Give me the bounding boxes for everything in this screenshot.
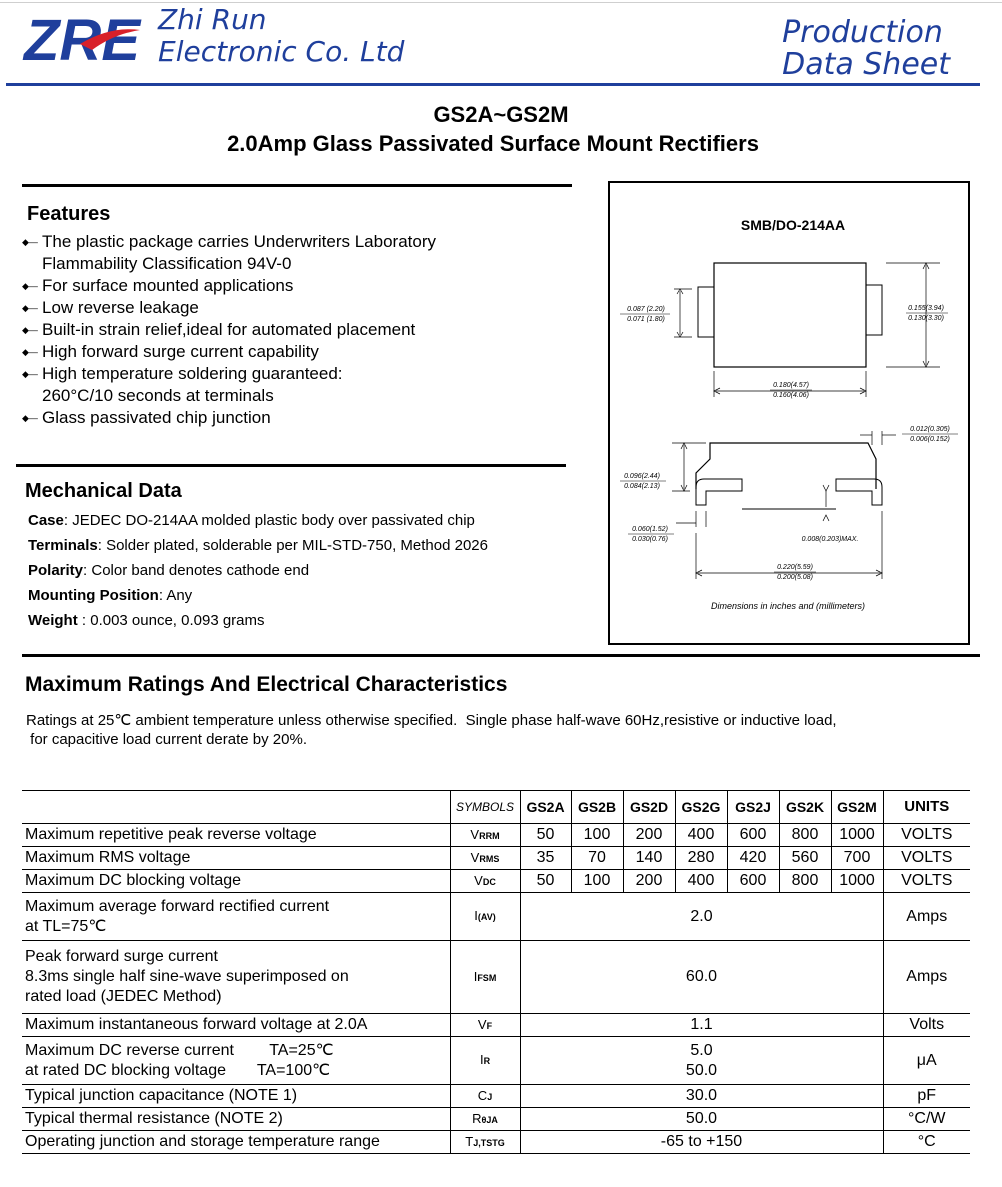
dim-d-min: 0.006(0.152) — [910, 436, 950, 443]
parameter-text: Typical thermal resistance (NOTE 2) — [25, 1110, 283, 1127]
header-rule — [6, 83, 980, 86]
table-row — [22, 893, 970, 941]
mechanical-row — [28, 508, 488, 533]
symbol-main: I — [473, 968, 478, 984]
value-cell: 560 — [779, 847, 831, 870]
mechanical-value: : 0.003 ounce, 0.093 grams — [77, 612, 265, 629]
bullet-arrow-icon: ◆— — [22, 347, 38, 357]
sheet-line1: Production — [782, 15, 943, 50]
mechanical-value: : Any — [158, 587, 193, 604]
header-part: GS2D — [623, 791, 675, 824]
mechanical-value: : Solder plated, solderable per MIL-STD-750, Method 2026 — [97, 537, 488, 554]
symbol-sub: FSM — [477, 972, 497, 983]
parameter-text: Maximum repetitive peak reverse voltage — [25, 826, 317, 843]
mechanical-value: : JEDEC DO-214AA molded plastic body over passivated chip — [63, 512, 475, 529]
parameter-cell — [22, 941, 450, 1014]
package-drawing — [610, 183, 968, 643]
dim-c-min: 0.160(4.06) — [773, 392, 809, 399]
header-part: GS2A — [520, 791, 571, 824]
symbol-main: V — [474, 872, 483, 888]
company-logo — [22, 6, 142, 68]
unit-cell: °C — [883, 1131, 970, 1154]
dimensions-note: Dimensions in inches and (millimeters) — [710, 601, 866, 611]
ratings-note — [26, 711, 837, 749]
value-cell: 420 — [727, 847, 779, 870]
part-title: GS2A~GS2M — [433, 102, 569, 127]
value-text: -65 to +150 — [660, 1133, 743, 1150]
symbol-sub: J,TSTG — [473, 1137, 505, 1148]
table-row — [22, 870, 970, 893]
feature-text: 260°C/10 seconds at terminals — [42, 386, 274, 405]
mechanical-row — [28, 558, 488, 583]
bullet-arrow-icon: ◆— — [22, 303, 38, 313]
parameter-text: Maximum RMS voltage — [25, 849, 191, 866]
company-line1: Zhi Run — [158, 3, 267, 36]
feature-item — [22, 319, 436, 341]
symbol-cell — [450, 847, 520, 870]
symbol-cell — [450, 824, 520, 847]
parameter-text: Maximum DC reverse current TA=25℃ — [25, 1041, 334, 1059]
value-cell: 280 — [675, 847, 727, 870]
value-cell: 50 — [520, 824, 571, 847]
parameter-text: at TL=75℃ — [25, 917, 107, 935]
parameter-cell — [22, 893, 450, 941]
unit-cell: Amps — [883, 941, 970, 1014]
symbol-main: V — [470, 826, 480, 842]
feature-text: For surface mounted applications — [42, 276, 294, 295]
unit-cell: VOLTS — [883, 824, 970, 847]
feature-item — [22, 275, 436, 297]
symbol-main: T — [465, 1133, 474, 1149]
header-part: GS2J — [727, 791, 779, 824]
symbol-sub: θJA — [481, 1114, 498, 1125]
value-cell: 400 — [675, 824, 727, 847]
dim-b-min: 0.130(3.30) — [908, 315, 944, 322]
package-drawing-box — [608, 181, 970, 645]
bullet-arrow-icon: ◆— — [22, 325, 38, 335]
features-list — [22, 231, 436, 429]
table-row — [22, 1014, 970, 1037]
symbol-sub: F — [486, 1020, 493, 1031]
dim-e-min: 0.084(2.13) — [624, 483, 660, 490]
value-cell: 600 — [727, 870, 779, 893]
parameter-text: Maximum instantaneous forward voltage at 2.0A — [25, 1016, 368, 1033]
dim-h-min: 0.200(5.08) — [777, 574, 813, 581]
symbol-cell — [450, 870, 520, 893]
symbol-sub: DC — [482, 876, 496, 887]
value-text: 50.0 — [685, 1110, 718, 1127]
parameter-cell — [22, 1085, 450, 1108]
logo-text: ZRE — [24, 8, 140, 68]
value-span-cell — [520, 1085, 883, 1108]
table-row — [22, 1085, 970, 1108]
mechanical-heading: Mechanical Data — [25, 480, 182, 502]
mechanical-row — [28, 583, 488, 608]
header-part: GS2B — [571, 791, 623, 824]
unit-cell: Amps — [883, 893, 970, 941]
table-row — [22, 941, 970, 1014]
mechanical-label: Mounting Position — [28, 587, 159, 604]
mechanical-label: Polarity — [28, 562, 84, 579]
value-cell: 100 — [571, 824, 623, 847]
symbol-main: C — [477, 1087, 488, 1103]
value-text: 30.0 — [685, 1087, 718, 1104]
feature-text: Glass passivated chip junction — [42, 408, 271, 427]
value-cell: 1000 — [831, 824, 883, 847]
parameter-cell — [22, 1131, 450, 1154]
parameter-cell — [22, 1014, 450, 1037]
dim-b-max: 0.155(3.94) — [908, 305, 944, 312]
value-cell: 200 — [623, 824, 675, 847]
value-text: 2.0 — [690, 907, 713, 925]
parameter-text: at rated DC blocking voltage TA=100℃ — [25, 1061, 331, 1079]
feature-item — [22, 253, 436, 275]
feature-item — [22, 231, 436, 253]
symbol-cell — [450, 1108, 520, 1131]
ratings-note-line1: Ratings at 25℃ ambient temperature unless otherwise specified. Single phase half-wave 60Hz,resistive or inductive load, — [26, 712, 837, 729]
sheet-label — [782, 17, 950, 81]
mechanical-value: : Color band denotes cathode end — [83, 562, 310, 579]
header-parameter — [22, 791, 450, 824]
header-part: GS2K — [779, 791, 831, 824]
mechanical-label: Case — [28, 512, 64, 529]
bullet-arrow-icon — [22, 253, 42, 275]
symbol-sub: RMS — [479, 853, 500, 864]
dim-f-min: 0.030(0.76) — [632, 536, 668, 543]
mechanical-list — [28, 508, 488, 633]
dim-a-max: 0.087 (2.20) — [627, 306, 665, 313]
table-row — [22, 1131, 970, 1154]
value-cell: 35 — [520, 847, 571, 870]
parameter-text: Typical junction capacitance (NOTE 1) — [25, 1087, 298, 1104]
symbol-main: I — [474, 908, 478, 923]
feature-item — [22, 297, 436, 319]
feature-text: Low reverse leakage — [42, 298, 199, 317]
symbol-main: V — [477, 1016, 487, 1032]
header-symbols: SYMBOLS — [450, 791, 520, 824]
value-cell: 100 — [571, 870, 623, 893]
value-text: 5.0 — [690, 1041, 713, 1059]
header-part: GS2G — [675, 791, 727, 824]
ratings-note-line2: for capacitive load current derate by 20%. — [26, 731, 307, 748]
bullet-arrow-icon — [22, 385, 42, 407]
ratings-rule — [22, 654, 980, 657]
dim-a-min: 0.071 (1.80) — [627, 316, 665, 323]
ratings-heading: Maximum Ratings And Electrical Characteristics — [25, 673, 508, 696]
parameter-text: Operating junction and storage temperature range — [25, 1133, 380, 1150]
parameter-text: Maximum DC blocking voltage — [25, 872, 242, 889]
dim-e-max: 0.096(2.44) — [624, 473, 660, 480]
value-text: 1.1 — [690, 1016, 713, 1033]
header-part: GS2M — [831, 791, 883, 824]
value-span-cell — [520, 1131, 883, 1154]
bullet-arrow-icon: ◆— — [22, 237, 38, 247]
symbol-main: V — [470, 849, 480, 865]
dim-d-max: 0.012(0.305) — [910, 426, 950, 433]
symbol-cell — [450, 893, 520, 941]
bullet-arrow-icon: ◆— — [22, 369, 38, 379]
value-cell: 400 — [675, 870, 727, 893]
parameter-cell — [22, 870, 450, 893]
bullet-arrow-icon: ◆— — [22, 281, 38, 291]
value-cell: 600 — [727, 824, 779, 847]
features-heading: Features — [27, 203, 111, 225]
dim-h-max: 0.220(5.59) — [777, 564, 813, 571]
value-span-cell — [520, 1037, 883, 1085]
value-cell: 700 — [831, 847, 883, 870]
value-span-cell — [520, 1014, 883, 1037]
company-name — [158, 4, 404, 68]
feature-item — [22, 341, 436, 363]
symbol-cell — [450, 1131, 520, 1154]
value-span-cell — [520, 1108, 883, 1131]
value-span-cell — [520, 893, 883, 941]
table-header-row — [22, 791, 970, 824]
symbol-cell — [450, 1085, 520, 1108]
dim-c-max: 0.180(4.57) — [773, 382, 809, 389]
symbol-sub: R — [483, 1056, 491, 1066]
mechanical-rule — [16, 464, 566, 467]
parameter-cell — [22, 1108, 450, 1131]
value-cell: 800 — [779, 870, 831, 893]
value-text: 50.0 — [685, 1061, 718, 1079]
unit-cell: μA — [883, 1037, 970, 1085]
unit-cell: Volts — [883, 1014, 970, 1037]
symbol-main: I — [479, 1052, 484, 1067]
unit-cell: pF — [883, 1085, 970, 1108]
ratings-table — [22, 790, 970, 1154]
dim-f-max: 0.060(1.52) — [632, 526, 668, 533]
symbol-sub: J — [487, 1091, 493, 1102]
feature-text: Built-in strain relief,ideal for automated placement — [42, 320, 416, 339]
parameter-text: Peak forward surge current — [25, 948, 218, 965]
top-border — [0, 2, 1002, 3]
parameter-text: rated load (JEDEC Method) — [25, 988, 222, 1005]
feature-item — [22, 385, 436, 407]
bullet-arrow-icon: ◆— — [22, 413, 38, 423]
part-description: 2.0Amp Glass Passivated Surface Mount Rectifiers — [227, 131, 759, 156]
value-cell: 1000 — [831, 870, 883, 893]
company-line2: Electronic Co. Ltd — [158, 35, 405, 68]
parameter-cell — [22, 824, 450, 847]
feature-item — [22, 363, 436, 385]
symbol-sub: RRM — [479, 830, 500, 841]
parameter-cell — [22, 847, 450, 870]
mechanical-row — [28, 608, 488, 633]
value-cell: 50 — [520, 870, 571, 893]
dim-g: 0.008(0.203)MAX. — [801, 536, 859, 543]
feature-text: The plastic package carries Underwriters Laboratory — [42, 232, 437, 251]
package-name: SMB/DO-214AA — [740, 217, 846, 233]
parameter-text: 8.3ms single half sine-wave superimposed on — [25, 968, 349, 985]
symbol-sub: (AV) — [477, 912, 496, 922]
table-row — [22, 1108, 970, 1131]
symbol-cell — [450, 1037, 520, 1085]
parameter-text: Maximum average forward rectified current — [25, 897, 330, 915]
value-cell: 70 — [571, 847, 623, 870]
mechanical-label: Terminals — [28, 537, 98, 554]
table-row — [22, 847, 970, 870]
value-text: 60.0 — [685, 968, 718, 985]
value-cell: 800 — [779, 824, 831, 847]
features-rule — [22, 184, 572, 187]
value-cell: 140 — [623, 847, 675, 870]
table-row — [22, 1037, 970, 1085]
mechanical-label: Weight — [28, 612, 78, 629]
symbol-cell — [450, 1014, 520, 1037]
value-cell: 200 — [623, 870, 675, 893]
value-span-cell — [520, 941, 883, 1014]
unit-cell: VOLTS — [883, 870, 970, 893]
feature-text: Flammability Classification 94V-0 — [42, 254, 292, 273]
unit-cell: VOLTS — [883, 847, 970, 870]
feature-item — [22, 407, 436, 429]
header-units: UNITS — [883, 791, 970, 824]
mechanical-row — [28, 533, 488, 558]
parameter-cell — [22, 1037, 450, 1085]
feature-text: High forward surge current capability — [42, 342, 319, 361]
symbol-main: R — [472, 1110, 482, 1126]
sheet-line2: Data Sheet — [782, 47, 950, 82]
table-row — [22, 824, 970, 847]
unit-cell: °C/W — [883, 1108, 970, 1131]
feature-text: High temperature soldering guaranteed: — [42, 364, 343, 383]
symbol-cell — [450, 941, 520, 1014]
